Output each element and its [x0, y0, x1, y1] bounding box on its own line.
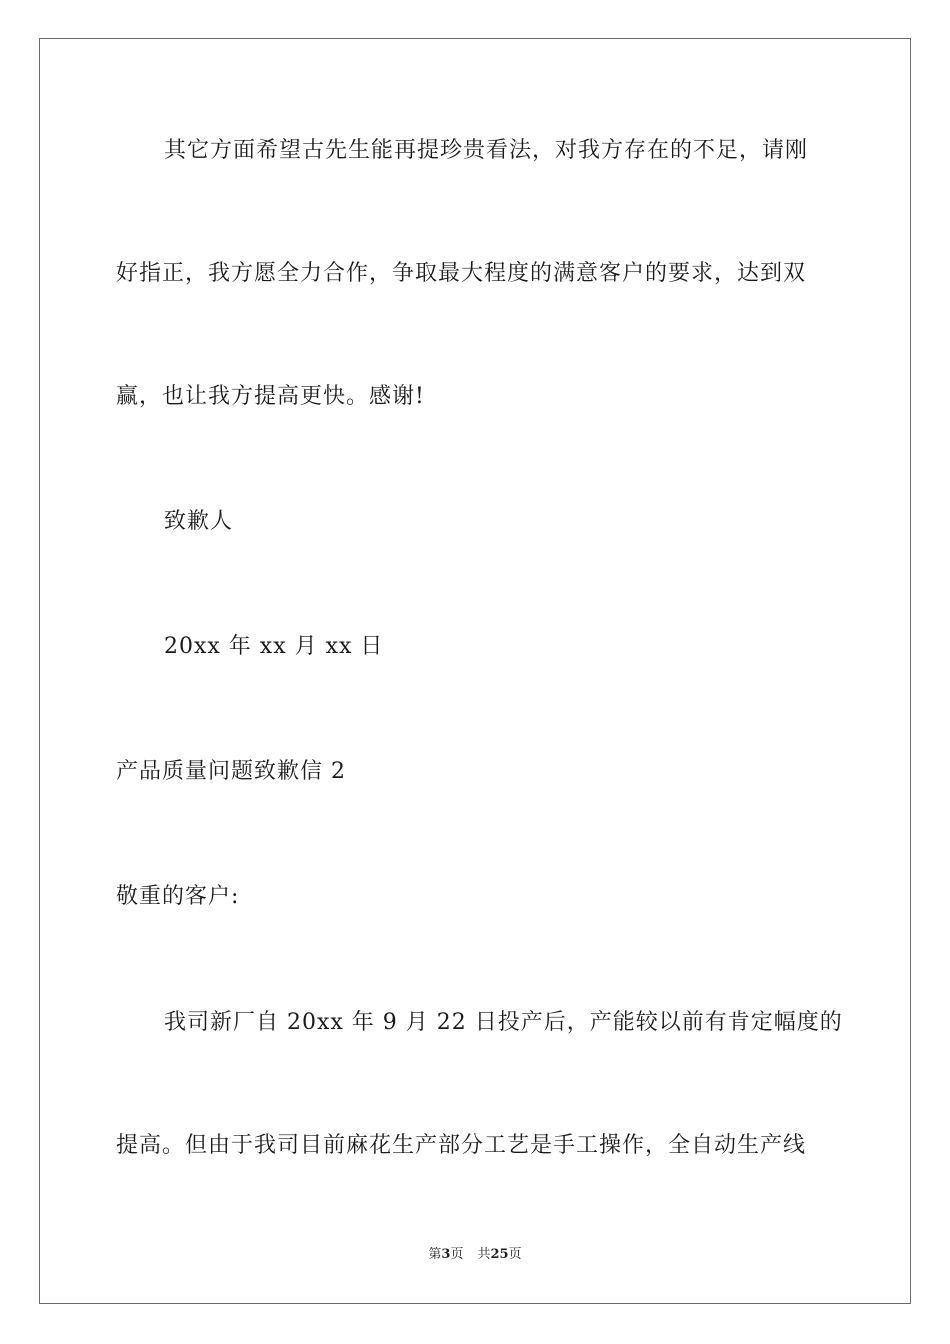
- paragraph-line: 赢，也让我方提高更快。感谢!: [116, 384, 425, 409]
- signature-date: 20xx 年 xx 月 xx 日: [164, 634, 384, 659]
- page-prefix: 第: [428, 1247, 442, 1262]
- salutation: 敬重的客户:: [116, 884, 240, 909]
- total-unit: 页: [508, 1247, 522, 1262]
- page-footer: [0, 1246, 950, 1264]
- paragraph-line: 提高。但由于我司目前麻花生产部分工艺是手工操作，全自动生产线: [116, 1133, 807, 1158]
- page-current: 3: [441, 1247, 451, 1262]
- paragraph-line: 其它方面希望古先生能再提珍贵看法，对我方存在的不足，请刚: [164, 138, 809, 163]
- paragraph-line: 我司新厂自 20xx 年 9 月 22 日投产后，产能较以前有肯定幅度的: [164, 1010, 843, 1035]
- section-title: 产品质量问题致歉信 2: [116, 759, 346, 784]
- signature-label: 致歉人: [164, 509, 234, 534]
- page-unit: 页: [450, 1247, 464, 1262]
- page-border: [39, 38, 911, 1304]
- page-total: 25: [490, 1247, 509, 1262]
- total-prefix: 共: [477, 1247, 491, 1262]
- paragraph-line: 好指正，我方愿全力合作，争取最大程度的满意客户的要求，达到双: [116, 261, 807, 286]
